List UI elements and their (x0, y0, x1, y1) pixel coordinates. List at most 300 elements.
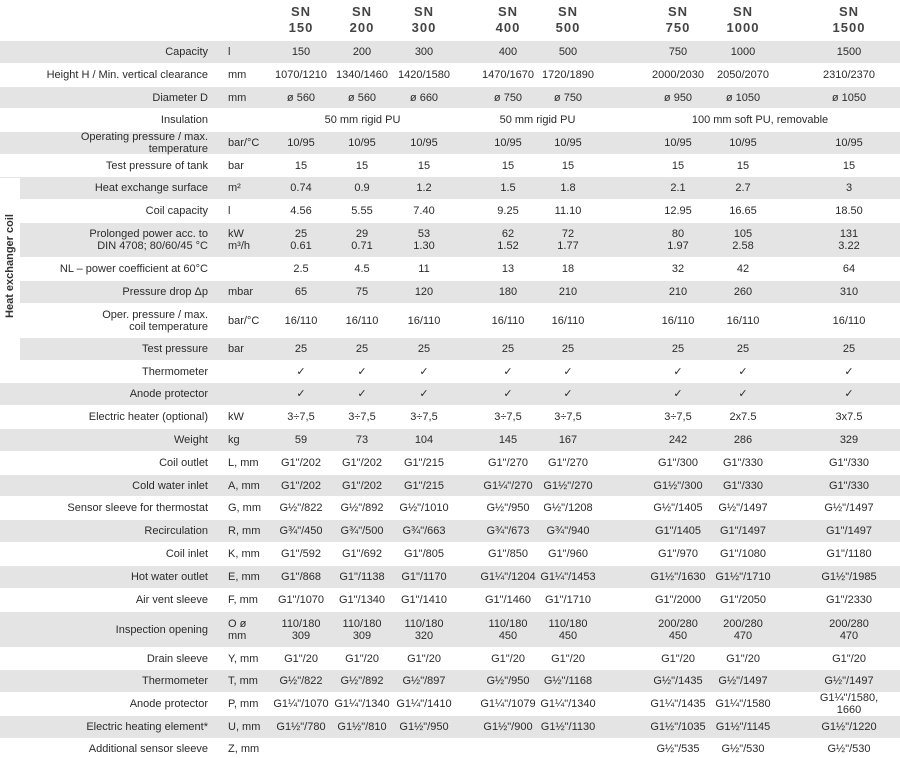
row-value: G½"/897 (402, 675, 446, 687)
row-value: 7.40 (413, 205, 435, 217)
row-value: 16/110 (726, 314, 760, 327)
row-value: G1"/1710 (544, 594, 592, 606)
row-value: G½"/950 (486, 502, 530, 514)
model-header (819, 4, 879, 36)
row-value: ✓ (419, 388, 429, 400)
row-value: ø 950 (663, 91, 693, 104)
row-value: ✓ (738, 365, 748, 378)
row-value: G1"/1170 (401, 571, 447, 583)
row-value: ✓ (503, 365, 513, 378)
row-value: G1"/1180 (826, 548, 872, 560)
row-value: G1"/202 (281, 457, 321, 469)
row-label: Diameter D (152, 91, 208, 104)
row-value: G½"/892 (340, 502, 384, 514)
row-value: G1½"/950 (399, 721, 449, 733)
row-value: G¾"/673 (486, 525, 530, 537)
table-row (0, 177, 900, 199)
row-value: G1¼"/270 (483, 479, 533, 492)
table-row (0, 223, 900, 257)
row-value: G1½"/1035 (650, 721, 706, 733)
row-value: 15 (671, 159, 685, 172)
row-value: 4.5 (354, 263, 370, 275)
table-row (0, 566, 900, 588)
row-value: 25 (561, 343, 575, 355)
row-value: ✓ (296, 388, 306, 400)
row-value: G1½"/1710 (715, 571, 771, 583)
row-value: 110/180 320 (404, 617, 444, 642)
row-value: 329 (839, 434, 859, 446)
row-value: 10/95 (554, 137, 582, 149)
row-value: 2x7.5 (729, 411, 757, 423)
model-prefix: SN (413, 4, 435, 19)
row-value: G1¼"/1580, 1660 (819, 692, 879, 716)
model-prefix: SN (290, 4, 312, 19)
table-row (0, 520, 900, 542)
row-unit: bar (228, 343, 244, 355)
row-value: 210 (668, 286, 688, 298)
row-unit: O ø mm (228, 617, 247, 642)
row-unit: mm (228, 91, 247, 104)
row-value: ✓ (563, 388, 573, 400)
row-value: ø 1050 (725, 91, 761, 104)
row-value: 3 (845, 182, 853, 194)
row-value: 3÷7,5 (287, 411, 315, 423)
row-value: 3÷7,5 (664, 411, 692, 423)
table-row (0, 281, 900, 303)
row-span-value: 50 mm rigid PU (324, 114, 401, 126)
row-label: Inspection opening (115, 623, 208, 636)
row-value: G1"/1405 (654, 525, 702, 537)
model-header (478, 4, 538, 36)
row-label: Coil capacity (145, 205, 208, 217)
row-unit: G, mm (228, 502, 261, 514)
row-value: ø 560 (286, 91, 316, 104)
row-value: G1½"/810 (337, 721, 387, 733)
row-value: 72 1.77 (557, 228, 579, 252)
row-value: G1"/270 (548, 457, 588, 469)
row-label: Drain sleeve (146, 652, 208, 665)
row-unit: R, mm (228, 525, 261, 537)
row-value: 110/180 450 (548, 617, 588, 642)
model-size: 200 (349, 20, 375, 35)
row-value: G½"/535 (656, 742, 700, 755)
row-value: ø 750 (553, 91, 583, 104)
row-value: 105 2.58 (732, 228, 754, 252)
row-value: G1"/202 (281, 479, 321, 492)
row-unit: bar/°C (228, 137, 260, 149)
row-value: G1"/2000 (654, 594, 702, 606)
row-value: 2.1 (670, 182, 686, 194)
row-value: 2050/2070 (717, 69, 769, 81)
row-unit: A, mm (228, 479, 260, 492)
row-value: G½"/1435 (653, 675, 703, 687)
row-value: 16/110 (284, 314, 318, 327)
row-value: 0.9 (354, 182, 370, 194)
row-unit: E, mm (228, 571, 260, 583)
row-value: ✓ (357, 365, 367, 378)
row-value: G1"/960 (548, 548, 588, 560)
row-label: Cold water inlet (132, 479, 208, 492)
row-value: 1340/1460 (336, 69, 388, 81)
row-value: G½"/892 (340, 675, 384, 687)
row-value: 3x7.5 (835, 411, 863, 423)
row-value: G½"/1497 (718, 502, 768, 514)
row-label: Weight (173, 434, 208, 446)
row-label: Insulation (160, 114, 208, 126)
model-size: 400 (495, 20, 521, 35)
row-value: 200/280 470 (829, 617, 869, 642)
row-value: G½"/1208 (543, 502, 593, 514)
row-unit: kW m³/h (228, 228, 250, 252)
row-unit: bar/°C (228, 314, 260, 327)
table-row (0, 383, 900, 405)
row-value: 25 (294, 343, 308, 355)
row-value: G1"/868 (281, 571, 321, 583)
row-value: G1"/1340 (338, 594, 386, 606)
row-value: 62 1.52 (497, 228, 519, 252)
model-prefix: SN (497, 4, 519, 19)
row-value: 29 0.71 (351, 228, 373, 252)
row-value: G1"/330 (829, 479, 869, 492)
row-value: ✓ (673, 388, 683, 400)
model-header (713, 4, 773, 36)
row-value: 16.65 (729, 205, 757, 217)
row-value: G1½"/270 (543, 479, 593, 492)
row-value: ✓ (563, 365, 573, 378)
table-row (0, 648, 900, 669)
row-value: G½"/1497 (824, 502, 874, 514)
row-value: G½"/530 (721, 742, 765, 755)
row-label: Electric heating element* (86, 721, 208, 733)
table-row (0, 739, 900, 758)
row-value: 16/110 (551, 314, 585, 327)
row-value: 1420/1580 (398, 69, 450, 81)
row-value: G1"/970 (658, 548, 698, 560)
row-value: 260 (733, 286, 753, 298)
model-size: 150 (288, 20, 314, 35)
row-value: 16/110 (407, 314, 441, 327)
row-value: G1½"/1130 (540, 721, 596, 733)
row-value: 42 (736, 263, 750, 275)
row-value: G1"/20 (345, 652, 379, 665)
row-value: G1"/215 (404, 479, 444, 492)
row-value: G½"/1010 (399, 502, 449, 514)
row-value: G1"/1497 (719, 525, 767, 537)
row-value: G1"/20 (284, 652, 318, 665)
row-value: 104 (414, 434, 434, 446)
row-value: 110/180 450 (488, 617, 528, 642)
row-value: G1¼"/1204 (480, 571, 536, 583)
row-label: Hot water outlet (130, 571, 208, 583)
row-value: G½"/822 (279, 502, 323, 514)
row-unit: mm (228, 69, 247, 81)
row-value: 73 (355, 434, 369, 446)
row-value: 18 (561, 263, 575, 275)
row-value: G1"/1497 (825, 525, 873, 537)
row-value: 13 (501, 263, 515, 275)
row-value: 200/280 450 (658, 617, 698, 642)
table-row (0, 64, 900, 86)
table-row (0, 543, 900, 565)
row-value: 10/95 (348, 137, 376, 149)
row-value: G1¼"/1580 (715, 698, 771, 710)
row-value: G1½"/1145 (715, 721, 771, 733)
row-value: 3÷7,5 (494, 411, 522, 423)
row-value: 15 (736, 159, 750, 172)
row-value: ø 560 (347, 91, 377, 104)
row-value: 80 1.97 (667, 228, 689, 252)
row-value: 25 (671, 343, 685, 355)
row-value: 2310/2370 (823, 69, 875, 81)
row-value: G½"/1405 (653, 502, 703, 514)
row-value: 11.10 (554, 205, 582, 217)
row-label: Pressure drop Δp (122, 286, 208, 298)
row-value: 1000 (730, 46, 756, 58)
table-row (0, 132, 900, 154)
row-value: 25 0.61 (290, 228, 312, 252)
row-value: 1500 (836, 46, 862, 58)
table-row (0, 304, 900, 337)
model-header (332, 4, 392, 36)
table-row (0, 452, 900, 474)
row-value: 65 (294, 286, 308, 298)
row-value: 210 (558, 286, 578, 298)
row-value: 16/110 (491, 314, 525, 327)
model-prefix: SN (732, 4, 754, 19)
model-prefix: SN (667, 4, 689, 19)
row-value: 1.5 (500, 182, 516, 194)
row-value: 300 (414, 46, 434, 58)
row-value: G¾"/663 (402, 525, 446, 537)
row-value: 25 (417, 343, 431, 355)
row-value: 145 (498, 434, 518, 446)
row-value: G1"/1410 (400, 594, 448, 606)
row-unit: P, mm (228, 698, 259, 710)
row-value: 10/95 (494, 137, 522, 149)
row-value: 3÷7,5 (348, 411, 376, 423)
row-value: G1½"/1630 (650, 571, 706, 583)
row-value: 120 (414, 286, 434, 298)
table-row (0, 589, 900, 611)
row-value: G1"/1080 (719, 548, 767, 560)
row-unit: kg (228, 434, 240, 446)
row-value: G½"/950 (486, 675, 530, 687)
row-value: G1"/330 (723, 479, 763, 492)
row-value: 15 (294, 159, 308, 172)
row-value: 200 (352, 46, 372, 58)
row-label: NL – power coefficient at 60°C (59, 263, 208, 275)
row-value: G1½"/1985 (821, 571, 877, 583)
row-value: G1"/1138 (339, 571, 385, 583)
row-label: Coil outlet (159, 457, 208, 469)
row-value: 15 (355, 159, 369, 172)
row-label: Anode protector (129, 388, 208, 400)
row-value: G1¼"/1340 (540, 698, 596, 710)
row-value: G1"/850 (488, 548, 528, 560)
row-unit: U, mm (228, 721, 261, 733)
row-value: G1"/300 (658, 457, 698, 469)
row-value: 10/95 (287, 137, 315, 149)
row-value: 15 (501, 159, 515, 172)
row-value: G1¼"/1340 (334, 698, 390, 710)
row-value: 2.7 (735, 182, 751, 194)
model-header (648, 4, 708, 36)
model-size: 1000 (726, 20, 760, 35)
row-value: 3÷7,5 (410, 411, 438, 423)
row-value: 75 (355, 286, 369, 298)
row-label: Operating pressure / max. temperature (80, 131, 208, 155)
row-value: 25 (842, 343, 856, 355)
row-value: G1"/2330 (825, 594, 873, 606)
model-prefix: SN (557, 4, 579, 19)
row-value: 1.8 (560, 182, 576, 194)
heat-exchanger-label: Heat exchanger coil (4, 214, 16, 318)
row-value: G1"/270 (488, 457, 528, 469)
row-label: Height H / Min. vertical clearance (46, 69, 208, 81)
table-row (0, 497, 900, 519)
row-value: G¾"/450 (279, 525, 323, 537)
model-prefix: SN (351, 4, 373, 19)
row-value: 180 (498, 286, 518, 298)
row-value: ✓ (503, 388, 513, 400)
table-row (0, 693, 900, 715)
row-value: G1¼"/1070 (273, 698, 329, 710)
row-value: G1"/20 (726, 652, 760, 665)
row-value: 2000/2030 (652, 69, 704, 81)
table-row (0, 429, 900, 451)
row-value (384, 739, 464, 758)
row-unit: T, mm (228, 675, 258, 687)
row-value: ø 660 (409, 91, 439, 104)
row-value: 500 (558, 46, 578, 58)
row-value: 1470/1670 (482, 69, 534, 81)
row-value: 2.5 (293, 263, 309, 275)
row-label: Thermometer (141, 365, 208, 378)
row-value: 53 1.30 (413, 228, 435, 252)
row-value: G1½"/780 (276, 721, 326, 733)
row-value: 25 (501, 343, 515, 355)
row-value: 10/95 (729, 137, 757, 149)
row-value: ✓ (844, 388, 854, 400)
row-value: 64 (842, 263, 856, 275)
row-value: 1720/1890 (542, 69, 594, 81)
table-row (0, 155, 900, 176)
row-value: ø 1050 (831, 91, 867, 104)
row-value: G1¼"/1435 (650, 698, 706, 710)
row-value: G1"/202 (342, 457, 382, 469)
table-row (0, 475, 900, 496)
table-row (0, 338, 900, 360)
row-unit: m² (228, 182, 241, 194)
table-row (0, 406, 900, 428)
row-value: G1"/1070 (277, 594, 325, 606)
row-value: G1"/20 (491, 652, 525, 665)
table-row (0, 670, 900, 692)
row-value: G1"/20 (832, 652, 866, 665)
model-size: 500 (555, 20, 581, 35)
table-row (0, 109, 900, 131)
row-value: G1½"/300 (653, 479, 703, 492)
row-value: 25 (736, 343, 750, 355)
model-header (271, 4, 331, 36)
row-value: 10/95 (410, 137, 438, 149)
table-row (0, 361, 900, 382)
row-value: 1070/1210 (275, 69, 327, 81)
row-value: G1"/692 (342, 548, 382, 560)
row-value: 10/95 (664, 137, 692, 149)
row-value: 200/280 470 (723, 617, 763, 642)
row-value: 150 (291, 46, 311, 58)
table-header (0, 0, 900, 40)
row-value: G½"/1497 (824, 675, 874, 687)
row-unit: L, mm (228, 457, 259, 469)
table-row (0, 612, 900, 647)
row-value: G1¼"/1410 (396, 698, 452, 710)
row-value: ✓ (673, 365, 683, 378)
row-label: Prolonged power acc. to DIN 4708; 80/60/45 °C (89, 228, 208, 252)
row-value: G1¼"/1453 (540, 571, 596, 583)
row-label: Test pressure (141, 343, 208, 355)
table-row (0, 200, 900, 222)
table-row (0, 41, 900, 63)
row-label: Air vent sleeve (135, 594, 208, 606)
row-value: G1"/215 (404, 457, 444, 469)
row-value: ø 750 (493, 91, 523, 104)
model-size: 1500 (832, 20, 866, 35)
row-span-value: 50 mm rigid PU (499, 114, 576, 126)
row-span-value: 100 mm soft PU, removable (691, 114, 829, 126)
row-value: G¾"/940 (546, 525, 590, 537)
table-row (0, 258, 900, 280)
row-unit: kW (228, 411, 244, 423)
row-label: Oper. pressure / max. coil temperature (102, 308, 208, 333)
row-value: G1"/20 (407, 652, 441, 665)
row-label: Test pressure of tank (105, 159, 208, 172)
row-label: Additional sensor sleeve (88, 742, 208, 755)
row-unit: bar (228, 159, 244, 172)
row-value: 310 (839, 286, 859, 298)
row-unit: F, mm (228, 594, 258, 606)
row-unit: l (228, 205, 231, 217)
row-value: 5.55 (351, 205, 373, 217)
row-value: 0.74 (290, 182, 312, 194)
row-unit: Z, mm (228, 742, 260, 755)
heat-exchanger-group (0, 178, 20, 362)
row-value: 11 (418, 263, 430, 275)
model-prefix: SN (838, 4, 860, 19)
row-value: G¾"/500 (340, 525, 384, 537)
model-header (538, 4, 598, 36)
row-value: G1"/20 (551, 652, 585, 665)
row-value: 131 3.22 (838, 228, 860, 252)
row-value: 4.56 (290, 205, 312, 217)
row-value: 1.2 (416, 182, 432, 194)
row-value: 9.25 (497, 205, 519, 217)
row-unit (228, 109, 276, 131)
row-value: ✓ (357, 388, 367, 400)
row-value: 167 (558, 434, 578, 446)
row-value: G½"/530 (827, 742, 871, 755)
row-value: G1"/1460 (484, 594, 532, 606)
row-value: 750 (668, 46, 688, 58)
row-value: 18.50 (835, 205, 863, 217)
row-value: ✓ (738, 388, 748, 400)
row-label: Coil inlet (165, 548, 208, 560)
row-value: 400 (498, 46, 518, 58)
row-value: 16/110 (661, 314, 695, 327)
model-size: 750 (665, 20, 691, 35)
model-header (394, 4, 454, 36)
